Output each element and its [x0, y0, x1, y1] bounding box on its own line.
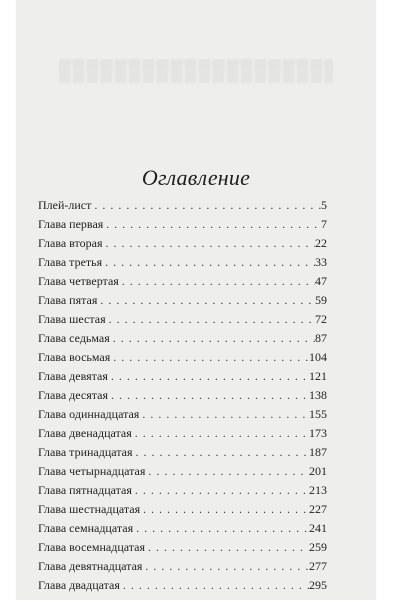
toc-entry-label: Глава тринадцатая — [38, 445, 133, 459]
toc-title: Оглавление — [141, 165, 251, 190]
toc-entry-label: Глава семнадцатая — [38, 521, 134, 535]
toc-entry-page: 72 — [315, 312, 327, 326]
dot-leader — [132, 424, 309, 443]
toc-entry-page: 138 — [309, 388, 327, 402]
dot-leader — [108, 367, 309, 386]
toc-entry-label: Глава пятнадцатая — [38, 483, 132, 497]
toc-entry-label: Глава третья — [38, 255, 103, 269]
toc-entry-label: Глава вторая — [38, 236, 103, 250]
toc-entry — [38, 329, 327, 348]
toc-entry-page: 87 — [315, 331, 327, 345]
toc-entry-page: 201 — [309, 464, 327, 478]
dot-leader — [102, 234, 315, 253]
toc-entry — [38, 386, 327, 405]
toc-entry-page: 104 — [309, 350, 327, 364]
toc-entry-page: 22 — [315, 236, 327, 250]
dot-leader — [132, 481, 309, 500]
toc-entry — [38, 481, 327, 500]
toc-entry-label: Глава пятая — [38, 293, 98, 307]
toc-entry-page: 295 — [309, 578, 327, 592]
dot-leader — [108, 386, 309, 405]
toc-entry-label: Глава двенадцатая — [38, 426, 132, 440]
toc-entry — [38, 424, 327, 443]
toc-entry-page: 259 — [309, 540, 327, 554]
table-of-contents — [38, 196, 327, 595]
dot-leader — [119, 272, 315, 291]
dot-leader — [145, 538, 309, 557]
toc-entry-label: Глава одиннадцатая — [38, 407, 140, 421]
toc-entry — [38, 500, 327, 519]
toc-entry — [38, 443, 327, 462]
show-through-text — [59, 59, 333, 83]
toc-entry-label: Глава восьмая — [38, 350, 111, 364]
toc-entry-page: 227 — [309, 502, 327, 516]
toc-entry — [38, 557, 327, 576]
toc-entry — [38, 234, 327, 253]
toc-entry — [38, 462, 327, 481]
toc-entry-label: Глава шестая — [38, 312, 106, 326]
toc-entry — [38, 405, 327, 424]
toc-entry-label: Плей-лист — [38, 198, 92, 212]
toc-entry-page: 277 — [309, 559, 327, 573]
toc-entry-label: Глава девятнадцатая — [38, 559, 143, 573]
dot-leader — [91, 196, 321, 215]
toc-entry-page: 187 — [309, 445, 327, 459]
dot-leader — [133, 443, 309, 462]
toc-entry-page: 47 — [315, 274, 327, 288]
toc-entry — [38, 348, 327, 367]
toc-entry-page: 5 — [321, 198, 327, 212]
dot-leader — [120, 576, 309, 595]
book-page — [16, 0, 376, 600]
toc-entry-page: 173 — [309, 426, 327, 440]
dot-leader — [97, 291, 315, 310]
toc-entry — [38, 253, 327, 272]
toc-entry — [38, 310, 327, 329]
toc-entry-label: Глава шестнадцатая — [38, 502, 141, 516]
dot-leader — [133, 519, 309, 538]
toc-entry — [38, 291, 327, 310]
toc-entry — [38, 576, 327, 595]
toc-entry-label: Глава четырнадцатая — [38, 464, 146, 478]
toc-entry-page: 241 — [309, 521, 327, 535]
toc-entry — [38, 215, 327, 234]
toc-entry-label: Глава восемнадцатая — [38, 540, 145, 554]
toc-entry — [38, 538, 327, 557]
dot-leader — [145, 462, 309, 481]
dot-leader — [110, 348, 309, 367]
dot-leader — [106, 310, 315, 329]
dot-leader — [139, 405, 309, 424]
dot-leader — [140, 500, 309, 519]
toc-entry-label: Глава седьмая — [38, 331, 110, 345]
toc-entry — [38, 196, 327, 215]
dot-leader — [110, 329, 315, 348]
toc-entry — [38, 272, 327, 291]
toc-entry — [38, 367, 327, 386]
dot-leader — [102, 253, 315, 272]
toc-entry-label: Глава четвертая — [38, 274, 119, 288]
toc-entry-page: 155 — [309, 407, 327, 421]
toc-entry-label: Глава первая — [38, 217, 104, 231]
toc-entry-label: Глава девятая — [38, 369, 108, 383]
toc-entry-page: 213 — [309, 483, 327, 497]
dot-leader — [142, 557, 309, 576]
toc-entry-label: Глава двадцатая — [38, 578, 120, 592]
toc-entry-label: Глава десятая — [38, 388, 108, 402]
toc-entry — [38, 519, 327, 538]
toc-entry-page: 33 — [315, 255, 327, 269]
toc-entry-page: 121 — [309, 369, 327, 383]
toc-entry-page: 7 — [321, 217, 327, 231]
dot-leader — [103, 215, 321, 234]
toc-entry-page: 59 — [315, 293, 327, 307]
